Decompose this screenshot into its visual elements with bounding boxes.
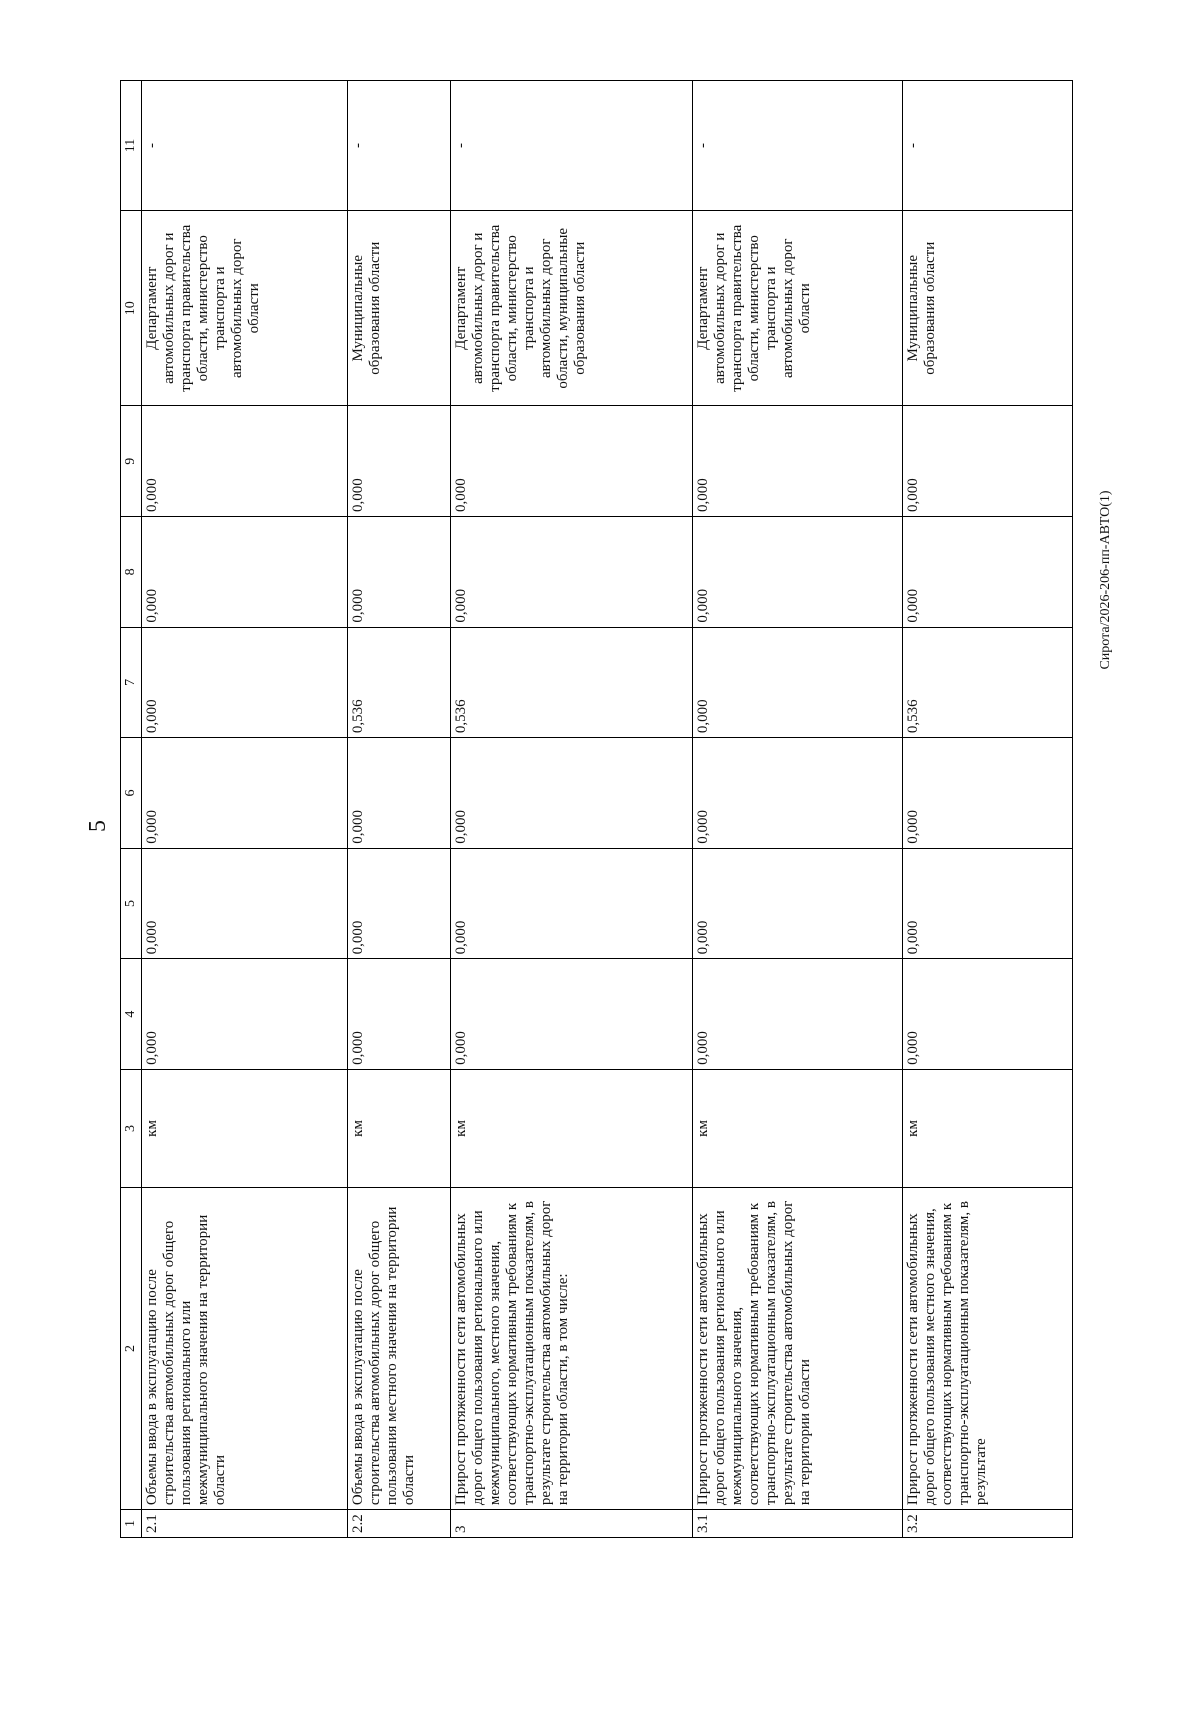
table-row	[693, 81, 903, 1538]
row-number: 3	[451, 1510, 693, 1538]
value-cell: 0,000	[348, 848, 451, 959]
value-cell: 0,000	[903, 517, 1073, 628]
value-cell: 0,000	[348, 406, 451, 517]
value-cell: 0,000	[142, 406, 348, 517]
value-cell: 0,536	[451, 627, 693, 738]
table-row	[451, 81, 693, 1538]
value-cell: 0,000	[451, 738, 693, 849]
indicator-name: Прирост протяженности сети автомобильных дорог общего пользования регионального или межмуниципального значения, соответствующих нормативным требованиям к транспортно-эксплуатационным показателям, в результате строительства автомобильных дорог на территории области	[693, 1188, 903, 1510]
unit-cell: км	[451, 1069, 693, 1187]
header-cell: 8	[121, 517, 142, 628]
value-cell: 0,000	[903, 738, 1073, 849]
note-cell: -	[693, 81, 903, 211]
table-header-row	[121, 81, 142, 1538]
table-row	[903, 81, 1073, 1538]
note-cell: -	[903, 81, 1073, 211]
note-cell: -	[142, 81, 348, 211]
note-cell: -	[451, 81, 693, 211]
header-cell: 2	[121, 1188, 142, 1510]
table-row	[348, 81, 451, 1538]
responsible-cell: Департамент автомобильных дорог и транспорта правительства области, министерство транспорта и автомобильных дорог области	[142, 211, 348, 406]
value-cell: 0,536	[903, 627, 1073, 738]
indicator-name: Прирост протяженности сети автомобильных дорог общего пользования регионального или межмуниципального, местного значения, соответствующих нормативным требованиям к транспортно-эксплуатационным показателям, в результате строительства автомобильных дорог на территории области, в том числе:	[451, 1188, 693, 1510]
value-cell: 0,000	[903, 959, 1073, 1070]
unit-cell: км	[693, 1069, 903, 1187]
value-cell: 0,000	[142, 959, 348, 1070]
note-cell: -	[348, 81, 451, 211]
rotated-table-container	[120, 80, 1070, 1538]
value-cell: 0,000	[903, 406, 1073, 517]
value-cell: 0,000	[142, 517, 348, 628]
responsible-cell: Департамент автомобильных дорог и транспорта правительства области, министерство транспорта и автомобильных дорог области, муниципальные образования области	[451, 211, 693, 406]
value-cell: 0,000	[903, 848, 1073, 959]
header-cell: 6	[121, 738, 142, 849]
value-cell: 0,000	[142, 627, 348, 738]
header-cell: 9	[121, 406, 142, 517]
table-row	[142, 81, 348, 1538]
value-cell: 0,000	[451, 848, 693, 959]
unit-cell: км	[903, 1069, 1073, 1187]
indicator-name: Объемы ввода в эксплуатацию после строительства автомобильных дорог общего пользования местного значения на территории области	[348, 1188, 451, 1510]
value-cell: 0,000	[693, 959, 903, 1070]
value-cell: 0,536	[348, 627, 451, 738]
value-cell: 0,000	[693, 517, 903, 628]
indicator-name: Прирост протяженности сети автомобильных дорог общего пользования местного значения, соответствующих нормативным требованиям к транспортно-эксплуатационным показателям, в результате	[903, 1188, 1073, 1510]
row-number: 3.2	[903, 1510, 1073, 1538]
value-cell: 0,000	[348, 738, 451, 849]
value-cell: 0,000	[348, 517, 451, 628]
header-cell: 11	[121, 81, 142, 211]
unit-cell: км	[142, 1069, 348, 1187]
indicators-table	[120, 80, 1073, 1538]
document-code-text: Сирота/2026-206-пп-АВТО(1)	[1098, 490, 1113, 670]
value-cell: 0,000	[451, 959, 693, 1070]
header-cell: 4	[121, 959, 142, 1070]
header-cell: 5	[121, 848, 142, 959]
value-cell: 0,000	[348, 959, 451, 1070]
responsible-cell: Департамент автомобильных дорог и транспорта правительства области, министерство транспорта и автомобильных дорог области	[693, 211, 903, 406]
value-cell: 0,000	[451, 406, 693, 517]
row-number: 2.1	[142, 1510, 348, 1538]
value-cell: 0,000	[693, 406, 903, 517]
header-cell: 10	[121, 211, 142, 406]
row-number: 3.1	[693, 1510, 903, 1538]
page-number: 5	[85, 820, 111, 832]
value-cell: 0,000	[693, 848, 903, 959]
value-cell: 0,000	[451, 517, 693, 628]
document-code	[1086, 360, 1126, 800]
responsible-cell: Муниципальные образования области	[903, 211, 1073, 406]
row-number: 2.2	[348, 1510, 451, 1538]
responsible-cell: Муниципальные образования области	[348, 211, 451, 406]
header-cell: 3	[121, 1069, 142, 1187]
value-cell: 0,000	[142, 738, 348, 849]
header-cell: 7	[121, 627, 142, 738]
value-cell: 0,000	[142, 848, 348, 959]
indicator-name: Объемы ввода в эксплуатацию после строительства автомобильных дорог общего пользования регионального или межмуниципального значения на территории области	[142, 1188, 348, 1510]
header-cell: 1	[121, 1510, 142, 1538]
table-area	[120, 80, 1070, 1538]
unit-cell: км	[348, 1069, 451, 1187]
value-cell: 0,000	[693, 738, 903, 849]
value-cell: 0,000	[693, 627, 903, 738]
